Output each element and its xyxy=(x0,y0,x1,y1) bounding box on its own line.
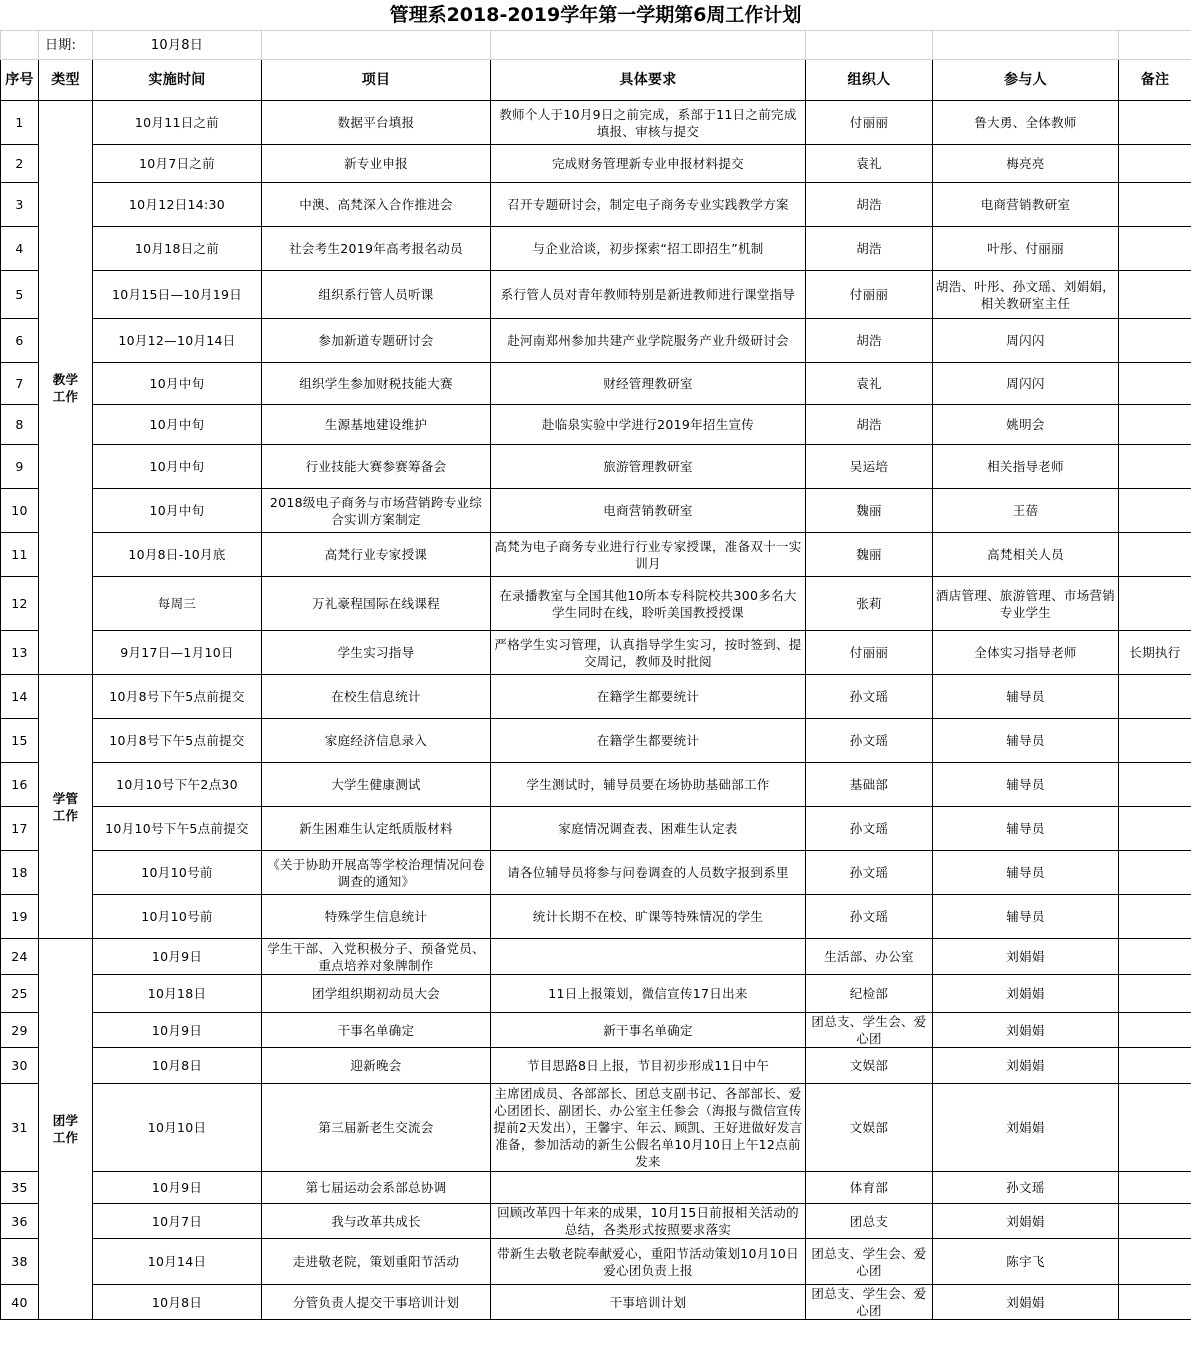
participants-cell: 姚明会 xyxy=(933,405,1119,445)
participants-cell: 辅导员 xyxy=(933,763,1119,807)
time-cell: 10月8日-10月底 xyxy=(93,533,262,577)
project-cell: 特殊学生信息统计 xyxy=(262,895,491,939)
requirement-cell: 请各位辅导员将参与问卷调查的人员数字报到系里 xyxy=(491,851,806,895)
table-row xyxy=(1,183,1191,227)
project-cell: 新专业申报 xyxy=(262,145,491,183)
time-cell: 10月9日 xyxy=(93,939,262,975)
project-cell: 学生实习指导 xyxy=(262,631,491,675)
table-row xyxy=(1,851,1191,895)
requirement-cell: 电商营销教研室 xyxy=(491,489,806,533)
organizer-cell: 魏丽 xyxy=(806,489,933,533)
requirement-cell xyxy=(491,939,806,975)
time-cell: 10月10日 xyxy=(93,1084,262,1172)
participants-cell: 刘娟娟 xyxy=(933,1013,1119,1048)
requirement-cell: 在录播教室与全国其他10所本专科院校共300多名大学生同时在线，聆听美国教授授课 xyxy=(491,577,806,631)
remark-cell xyxy=(1119,489,1191,533)
requirement-cell: 带新生去敬老院奉献爱心，重阳节活动策划10月10日爱心团负责上报 xyxy=(491,1239,806,1285)
table-row xyxy=(1,1239,1191,1285)
time-cell: 10月14日 xyxy=(93,1239,262,1285)
table-row xyxy=(1,489,1191,533)
organizer-cell: 胡浩 xyxy=(806,227,933,271)
row-number-cell: 17 xyxy=(1,807,39,851)
project-cell: 万礼豪程国际在线课程 xyxy=(262,577,491,631)
project-cell: 家庭经济信息录入 xyxy=(262,719,491,763)
row-number-cell: 16 xyxy=(1,763,39,807)
participants-cell: 辅导员 xyxy=(933,807,1119,851)
type-cell: 团学工作 xyxy=(39,939,93,1320)
project-cell: 参加新道专题研讨会 xyxy=(262,319,491,363)
requirement-cell: 统计长期不在校、旷课等特殊情况的学生 xyxy=(491,895,806,939)
row-number-cell: 11 xyxy=(1,533,39,577)
column-header: 序号 xyxy=(1,60,39,101)
remark-cell xyxy=(1119,533,1191,577)
time-cell: 10月8日 xyxy=(93,1048,262,1084)
table-row xyxy=(1,363,1191,405)
requirement-cell: 高梵为电子商务专业进行行业专家授课，准备双十一实训月 xyxy=(491,533,806,577)
requirement-cell: 在籍学生都要统计 xyxy=(491,719,806,763)
row-number-cell: 13 xyxy=(1,631,39,675)
requirement-cell: 教师个人于10月9日之前完成，系部于11日之前完成填报、审核与提交 xyxy=(491,101,806,145)
project-cell: 生源基地建设维护 xyxy=(262,405,491,445)
project-cell: 社会考生2019年高考报名动员 xyxy=(262,227,491,271)
project-cell: 《关于协助开展高等学校治理情况问卷调查的通知》 xyxy=(262,851,491,895)
project-cell: 新生困难生认定纸质版材料 xyxy=(262,807,491,851)
column-header: 项目 xyxy=(262,60,491,101)
requirement-cell: 严格学生实习管理，认真指导学生实习，按时签到、提交周记，教师及时批阅 xyxy=(491,631,806,675)
row-number-cell: 1 xyxy=(1,101,39,145)
organizer-cell: 团总支、学生会、爱心团 xyxy=(806,1285,933,1320)
remark-cell xyxy=(1119,1204,1191,1239)
organizer-cell: 胡浩 xyxy=(806,319,933,363)
row-number-cell: 3 xyxy=(1,183,39,227)
table-row xyxy=(1,1048,1191,1084)
table-row xyxy=(1,763,1191,807)
requirement-cell: 在籍学生都要统计 xyxy=(491,675,806,719)
project-cell: 迎新晚会 xyxy=(262,1048,491,1084)
participants-cell: 辅导员 xyxy=(933,719,1119,763)
table-row xyxy=(1,807,1191,851)
participants-cell: 叶彤、付丽丽 xyxy=(933,227,1119,271)
remark-cell xyxy=(1119,1239,1191,1285)
row-number-cell: 5 xyxy=(1,271,39,319)
row-number-cell: 18 xyxy=(1,851,39,895)
time-cell: 每周三 xyxy=(93,577,262,631)
organizer-cell: 袁礼 xyxy=(806,145,933,183)
row-number-cell: 10 xyxy=(1,489,39,533)
table-row xyxy=(1,1172,1191,1204)
row-number-cell: 35 xyxy=(1,1172,39,1204)
time-cell: 10月12—10月14日 xyxy=(93,319,262,363)
participants-cell: 孙文瑶 xyxy=(933,1172,1119,1204)
organizer-cell: 纪检部 xyxy=(806,975,933,1013)
requirement-cell: 家庭情况调查表、困难生认定表 xyxy=(491,807,806,851)
participants-cell: 梅亮亮 xyxy=(933,145,1119,183)
row-number-cell: 29 xyxy=(1,1013,39,1048)
row-number-cell: 7 xyxy=(1,363,39,405)
time-cell: 10月7日之前 xyxy=(93,145,262,183)
remark-cell xyxy=(1119,807,1191,851)
row-number-cell: 14 xyxy=(1,675,39,719)
project-cell: 第三届新老生交流会 xyxy=(262,1084,491,1172)
time-cell: 10月11日之前 xyxy=(93,101,262,145)
organizer-cell: 孙文瑶 xyxy=(806,675,933,719)
participants-cell: 酒店管理、旅游管理、市场营销专业学生 xyxy=(933,577,1119,631)
requirement-cell: 召开专题研讨会，制定电子商务专业实践教学方案 xyxy=(491,183,806,227)
organizer-cell: 文娱部 xyxy=(806,1048,933,1084)
project-cell: 干事名单确定 xyxy=(262,1013,491,1048)
participants-cell: 电商营销教研室 xyxy=(933,183,1119,227)
project-cell: 中澳、高梵深入合作推进会 xyxy=(262,183,491,227)
project-cell: 我与改革共成长 xyxy=(262,1204,491,1239)
remark-cell xyxy=(1119,1048,1191,1084)
project-cell: 学生干部、入党积极分子、预备党员、重点培养对象牌制作 xyxy=(262,939,491,975)
table-row xyxy=(1,939,1191,975)
table-row xyxy=(1,719,1191,763)
row-number-cell: 25 xyxy=(1,975,39,1013)
project-cell: 组织系行管人员听课 xyxy=(262,271,491,319)
organizer-cell: 文娱部 xyxy=(806,1084,933,1172)
project-cell: 走进敬老院，策划重阳节活动 xyxy=(262,1239,491,1285)
row-number-cell: 38 xyxy=(1,1239,39,1285)
organizer-cell: 孙文瑶 xyxy=(806,807,933,851)
column-header: 具体要求 xyxy=(491,60,806,101)
participants-cell: 刘娟娟 xyxy=(933,939,1119,975)
requirement-cell: 赴河南郑州参加共建产业学院服务产业升级研讨会 xyxy=(491,319,806,363)
table-row xyxy=(1,1204,1191,1239)
participants-cell: 刘娟娟 xyxy=(933,1204,1119,1239)
remark-cell xyxy=(1119,1172,1191,1204)
project-cell: 2018级电子商务与市场营销跨专业综合实训方案制定 xyxy=(262,489,491,533)
date-value: 10月8日 xyxy=(93,31,262,60)
row-number-cell: 6 xyxy=(1,319,39,363)
time-cell: 10月8日 xyxy=(93,1285,262,1320)
type-cell: 教学工作 xyxy=(39,101,93,675)
table-row xyxy=(1,577,1191,631)
organizer-cell: 孙文瑶 xyxy=(806,851,933,895)
time-cell: 10月中旬 xyxy=(93,363,262,405)
requirement-cell xyxy=(491,1172,806,1204)
organizer-cell: 团总支 xyxy=(806,1204,933,1239)
time-cell: 10月中旬 xyxy=(93,445,262,489)
remark-cell: 长期执行 xyxy=(1119,631,1191,675)
organizer-cell: 张莉 xyxy=(806,577,933,631)
organizer-cell: 胡浩 xyxy=(806,405,933,445)
table-row xyxy=(1,1285,1191,1320)
organizer-cell: 吴运培 xyxy=(806,445,933,489)
column-header: 实施时间 xyxy=(93,60,262,101)
project-cell: 在校生信息统计 xyxy=(262,675,491,719)
time-cell: 10月12日14:30 xyxy=(93,183,262,227)
time-cell: 10月9日 xyxy=(93,1172,262,1204)
participants-cell: 刘娟娟 xyxy=(933,975,1119,1013)
organizer-cell: 付丽丽 xyxy=(806,101,933,145)
remark-cell xyxy=(1119,1285,1191,1320)
time-cell: 10月中旬 xyxy=(93,489,262,533)
remark-cell xyxy=(1119,1013,1191,1048)
row-number-cell: 8 xyxy=(1,405,39,445)
organizer-cell: 胡浩 xyxy=(806,183,933,227)
participants-cell: 全体实习指导老师 xyxy=(933,631,1119,675)
table-row xyxy=(1,533,1191,577)
remark-cell xyxy=(1119,405,1191,445)
remark-cell xyxy=(1119,895,1191,939)
table-row xyxy=(1,271,1191,319)
time-cell: 10月9日 xyxy=(93,1013,262,1048)
table-row xyxy=(1,1013,1191,1048)
date-label: 日期: xyxy=(39,31,93,60)
row-number-cell: 15 xyxy=(1,719,39,763)
requirement-cell: 与企业洽谈，初步探索“招工即招生”机制 xyxy=(491,227,806,271)
time-cell: 9月17日—1月10日 xyxy=(93,631,262,675)
participants-cell: 陈宇飞 xyxy=(933,1239,1119,1285)
table-row xyxy=(1,975,1191,1013)
remark-cell xyxy=(1119,145,1191,183)
project-cell: 第七届运动会系部总协调 xyxy=(262,1172,491,1204)
row-number-cell: 4 xyxy=(1,227,39,271)
remark-cell xyxy=(1119,319,1191,363)
participants-cell: 胡浩、叶彤、孙文瑶、刘娟娟，相关教研室主任 xyxy=(933,271,1119,319)
requirement-cell: 系行管人员对青年教师特别是新进教师进行课堂指导 xyxy=(491,271,806,319)
organizer-cell: 付丽丽 xyxy=(806,271,933,319)
time-cell: 10月15日—10月19日 xyxy=(93,271,262,319)
participants-cell: 刘娟娟 xyxy=(933,1084,1119,1172)
organizer-cell: 团总支、学生会、爱心团 xyxy=(806,1239,933,1285)
time-cell: 10月8号下午5点前提交 xyxy=(93,675,262,719)
organizer-cell: 魏丽 xyxy=(806,533,933,577)
row-number-cell: 36 xyxy=(1,1204,39,1239)
organizer-cell: 基础部 xyxy=(806,763,933,807)
project-cell: 高梵行业专家授课 xyxy=(262,533,491,577)
remark-cell xyxy=(1119,975,1191,1013)
table-row xyxy=(1,101,1191,145)
remark-cell xyxy=(1119,101,1191,145)
row-number-cell: 30 xyxy=(1,1048,39,1084)
requirement-cell: 财经管理教研室 xyxy=(491,363,806,405)
remark-cell xyxy=(1119,1084,1191,1172)
participants-cell: 鲁大勇、全体教师 xyxy=(933,101,1119,145)
participants-cell: 高梵相关人员 xyxy=(933,533,1119,577)
project-cell: 数据平台填报 xyxy=(262,101,491,145)
participants-cell: 王蓓 xyxy=(933,489,1119,533)
remark-cell xyxy=(1119,271,1191,319)
organizer-cell: 袁礼 xyxy=(806,363,933,405)
participants-cell: 辅导员 xyxy=(933,895,1119,939)
remark-cell xyxy=(1119,675,1191,719)
row-number-cell: 9 xyxy=(1,445,39,489)
organizer-cell: 付丽丽 xyxy=(806,631,933,675)
organizer-cell: 生活部、办公室 xyxy=(806,939,933,975)
remark-cell xyxy=(1119,363,1191,405)
time-cell: 10月10号下午2点30 xyxy=(93,763,262,807)
organizer-cell: 体育部 xyxy=(806,1172,933,1204)
table-row xyxy=(1,631,1191,675)
requirement-cell: 干事培训计划 xyxy=(491,1285,806,1320)
time-cell: 10月7日 xyxy=(93,1204,262,1239)
project-cell: 团学组织期初动员大会 xyxy=(262,975,491,1013)
table-row xyxy=(1,445,1191,489)
column-header: 参与人 xyxy=(933,60,1119,101)
participants-cell: 刘娟娟 xyxy=(933,1285,1119,1320)
requirement-cell: 学生测试时，辅导员要在场协助基础部工作 xyxy=(491,763,806,807)
time-cell: 10月8号下午5点前提交 xyxy=(93,719,262,763)
row-number-cell: 24 xyxy=(1,939,39,975)
type-cell: 学管工作 xyxy=(39,675,93,939)
project-cell: 大学生健康测试 xyxy=(262,763,491,807)
requirement-cell: 新干事名单确定 xyxy=(491,1013,806,1048)
remark-cell xyxy=(1119,851,1191,895)
row-number-cell: 31 xyxy=(1,1084,39,1172)
organizer-cell: 团总支、学生会、爱心团 xyxy=(806,1013,933,1048)
organizer-cell: 孙文瑶 xyxy=(806,895,933,939)
participants-cell: 辅导员 xyxy=(933,675,1119,719)
requirement-cell: 回顾改革四十年来的成果，10月15日前报相关活动的总结，各类形式按照要求落实 xyxy=(491,1204,806,1239)
remark-cell xyxy=(1119,763,1191,807)
column-header: 组织人 xyxy=(806,60,933,101)
requirement-cell: 主席团成员、各部部长、团总支副书记、各部部长、爱心团团长、副团长、办公室主任参会（海报与微信宣传提前2天发出），王馨宇、年云、顾凯、王好进做好发言准备，参加活动的新生公假名单10月10日上午12点前发来 xyxy=(491,1084,806,1172)
table-row xyxy=(1,405,1191,445)
table-row xyxy=(1,227,1191,271)
remark-cell xyxy=(1119,939,1191,975)
remark-cell xyxy=(1119,577,1191,631)
table-row xyxy=(1,145,1191,183)
row-number-cell: 12 xyxy=(1,577,39,631)
sheet-title: 管理系2018-2019学年第一学期第6周工作计划 xyxy=(389,4,802,26)
requirement-cell: 旅游管理教研室 xyxy=(491,445,806,489)
participants-cell: 辅导员 xyxy=(933,851,1119,895)
requirement-cell: 节目思路8日上报，节目初步形成11日中午 xyxy=(491,1048,806,1084)
table-row xyxy=(1,1084,1191,1172)
column-header: 类型 xyxy=(39,60,93,101)
remark-cell xyxy=(1119,719,1191,763)
participants-cell: 周闪闪 xyxy=(933,319,1119,363)
participants-cell: 周闪闪 xyxy=(933,363,1119,405)
table-row xyxy=(1,319,1191,363)
remark-cell xyxy=(1119,183,1191,227)
table-row xyxy=(1,675,1191,719)
column-header: 备注 xyxy=(1119,60,1191,101)
row-number-cell: 40 xyxy=(1,1285,39,1320)
time-cell: 10月10号前 xyxy=(93,851,262,895)
requirement-cell: 完成财务管理新专业申报材料提交 xyxy=(491,145,806,183)
project-cell: 行业技能大赛参赛筹备会 xyxy=(262,445,491,489)
time-cell: 10月10号前 xyxy=(93,895,262,939)
project-cell: 分管负责人提交干事培训计划 xyxy=(262,1285,491,1320)
row-number-cell: 2 xyxy=(1,145,39,183)
requirement-cell: 赴临泉实验中学进行2019年招生宣传 xyxy=(491,405,806,445)
time-cell: 10月10号下午5点前提交 xyxy=(93,807,262,851)
organizer-cell: 孙文瑶 xyxy=(806,719,933,763)
project-cell: 组织学生参加财税技能大赛 xyxy=(262,363,491,405)
time-cell: 10月18日之前 xyxy=(93,227,262,271)
row-number-cell: 19 xyxy=(1,895,39,939)
time-cell: 10月18日 xyxy=(93,975,262,1013)
remark-cell xyxy=(1119,445,1191,489)
time-cell: 10月中旬 xyxy=(93,405,262,445)
header-row xyxy=(1,60,1191,101)
table-row xyxy=(1,895,1191,939)
requirement-cell: 11日上报策划，微信宣传17日出来 xyxy=(491,975,806,1013)
work-plan-table xyxy=(0,30,1191,1320)
participants-cell: 刘娟娟 xyxy=(933,1048,1119,1084)
participants-cell: 相关指导老师 xyxy=(933,445,1119,489)
remark-cell xyxy=(1119,227,1191,271)
